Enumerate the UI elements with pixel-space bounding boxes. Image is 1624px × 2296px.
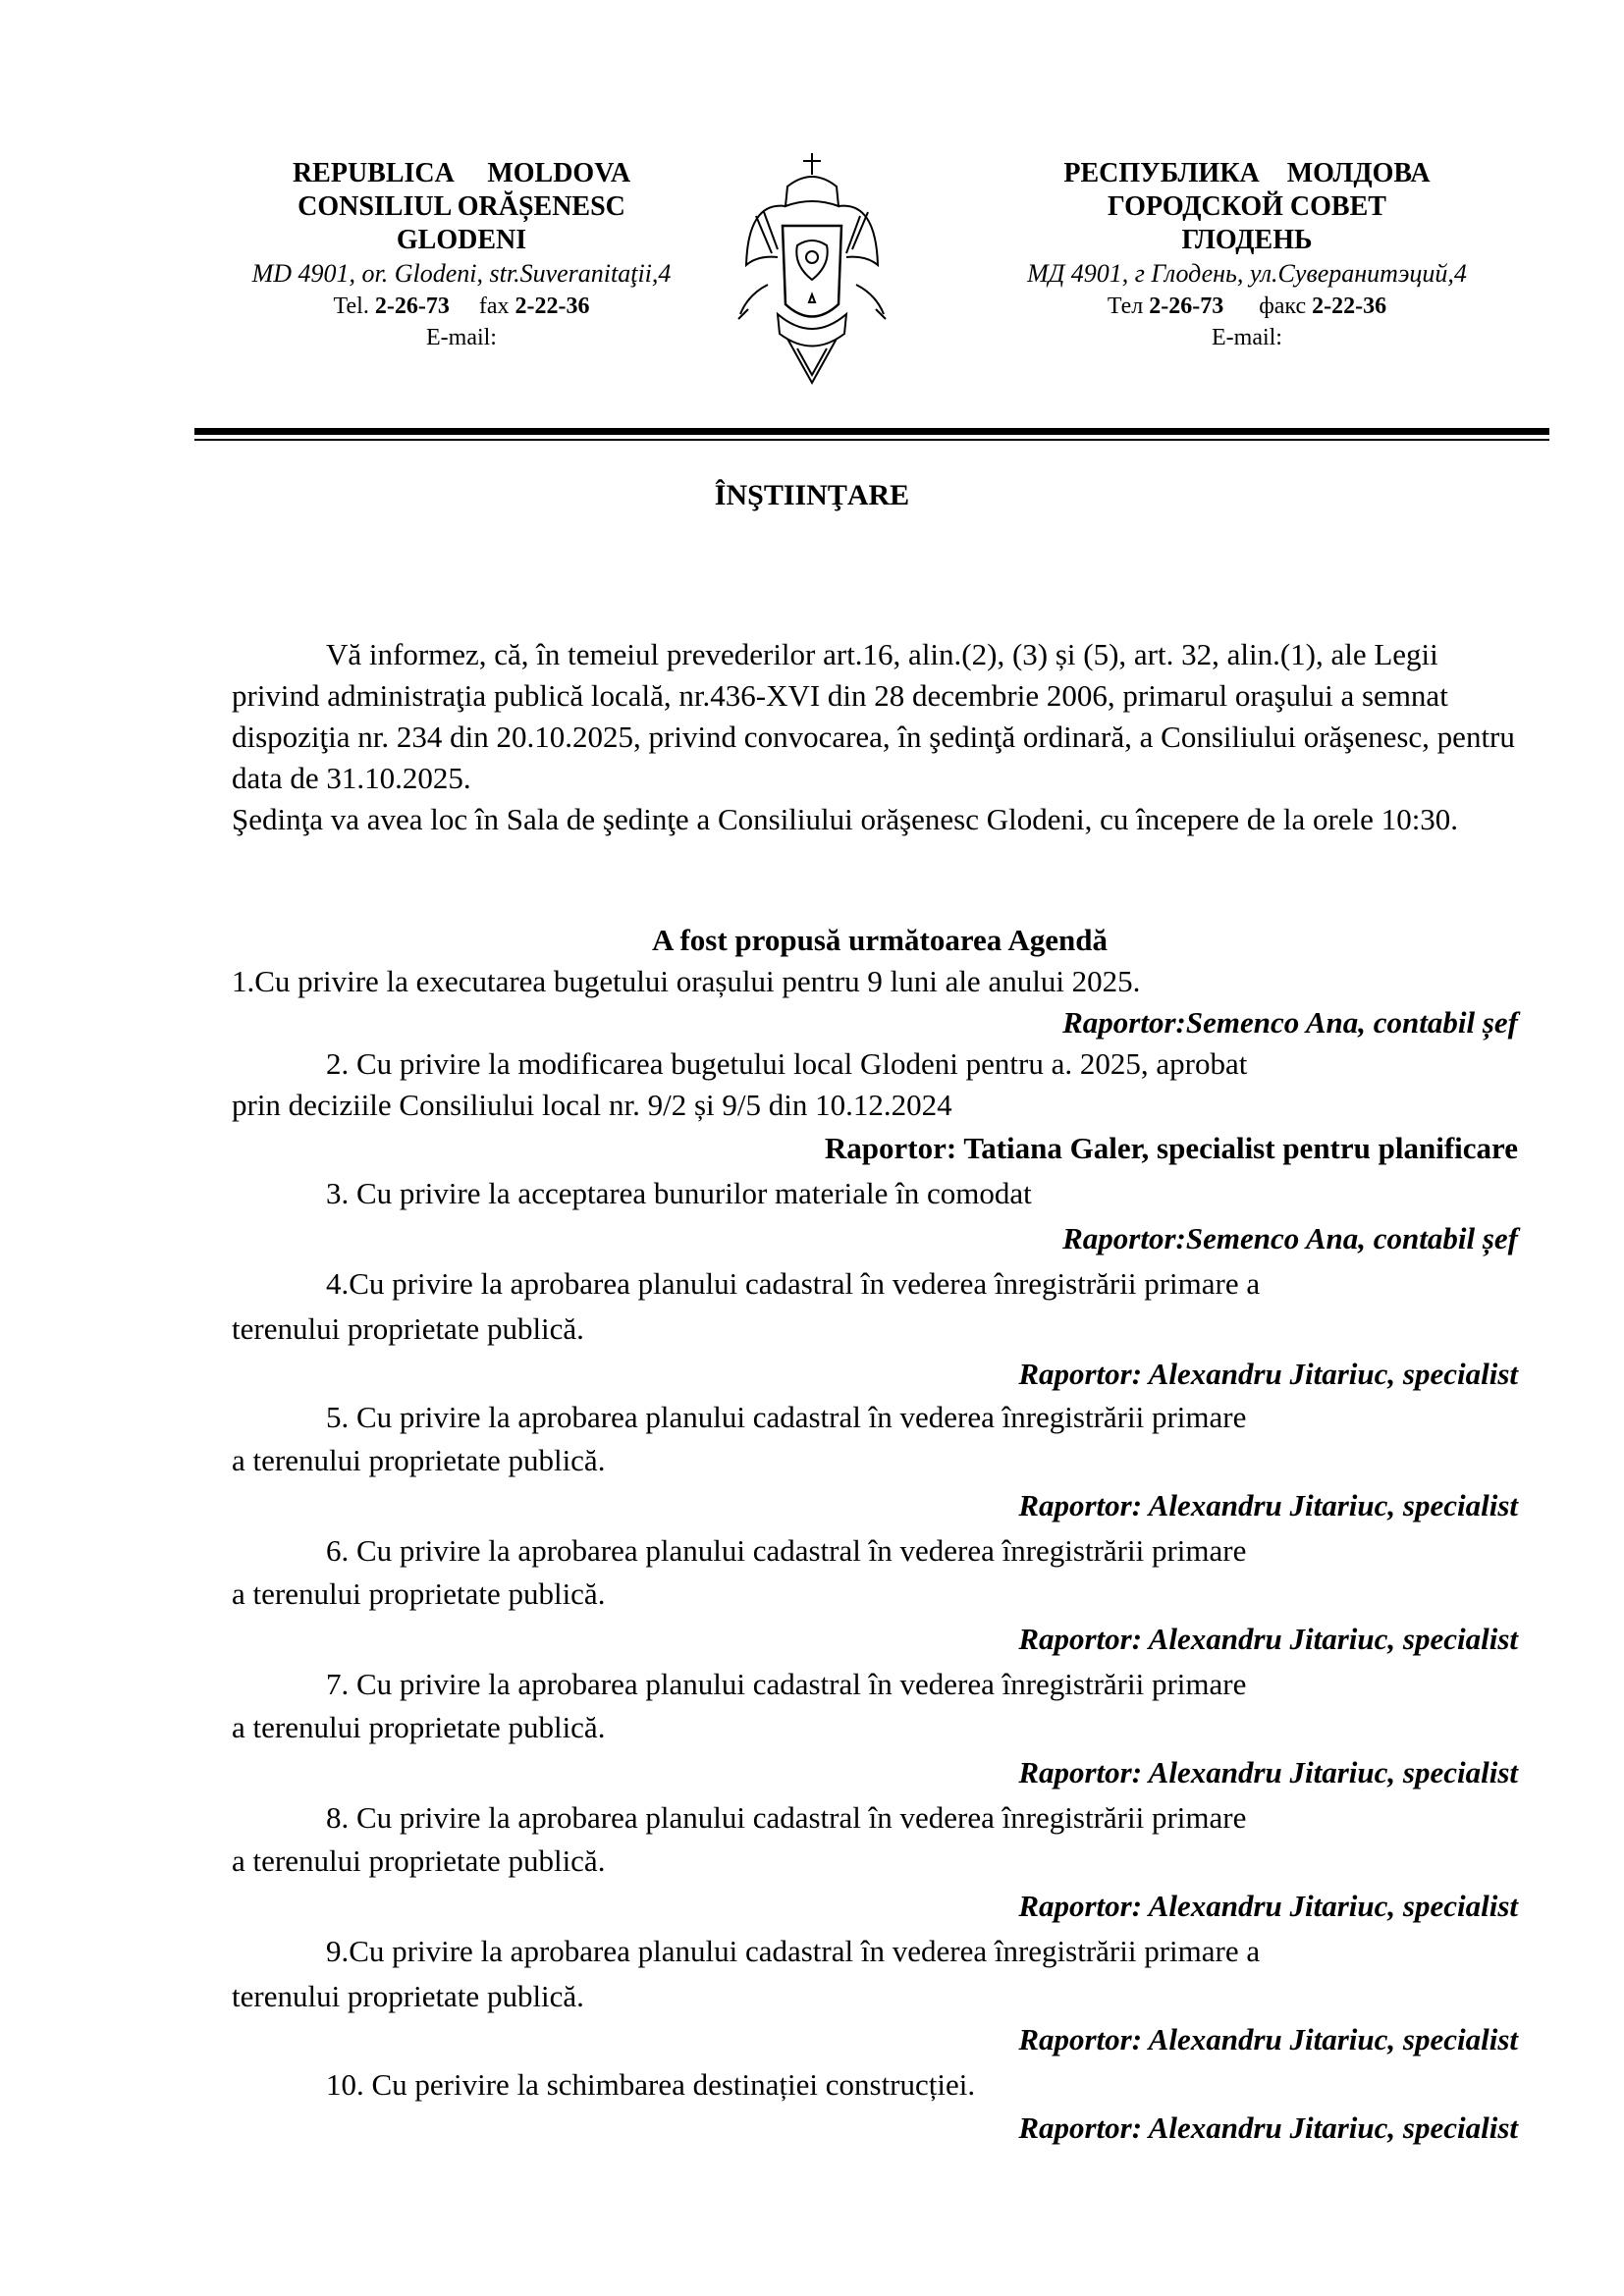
- agenda-item-9: 9.Cu privire la aprobarea planului cadastral în vederea înregistrării primare a: [326, 1934, 1261, 1968]
- header-right: [972, 157, 1522, 353]
- header-right-email: E-mail:: [1212, 325, 1282, 350]
- intro-paragraph: Vă informez, că, în temeiul prevederilor art.16, alin.(2), (3) și (5), art. 32, alin.(1), ale Legii privind administraţia publică locală, nr.436-XVI din 28 decembrie 2006, primarul oraşului a semnat dispoziţia nr. 234 din 20.10.2025, privind convocarea, în şedinţă ordinară, a Consiliului orăşenesc, pentru data de 31.10.2025.: [232, 637, 1515, 795]
- header-left-council: CONSILIUL ORĂȘENESC: [298, 191, 625, 222]
- agenda-item-4-reporter: Raportor: Alexandru Jitariuc, specialist: [1018, 1357, 1518, 1391]
- agenda-item-9-reporter: Raportor: Alexandru Jitariuc, specialist: [1018, 2022, 1518, 2056]
- agenda-item-2: 2. Cu privire la modificarea bugetului local Glodeni pentru a. 2025, aprobat: [326, 1046, 1248, 1081]
- coat-of-arms-icon: [729, 147, 895, 393]
- tel-label: Tel.: [333, 294, 369, 319]
- header-right-town: ГЛОДЕНЬ: [1181, 225, 1313, 255]
- agenda-heading: A fost propusă următoarea Agendă: [652, 923, 1108, 957]
- header-left-address: MD 4901, or. Glodeni, str.Suveranitaţii,4: [251, 259, 672, 288]
- agenda-item-1: 1.Cu privire la executarea bugetului orașului pentru 9 luni ale anului 2025.: [232, 964, 1141, 998]
- agenda-item-4: 4.Cu privire la aprobarea planului cadastral în vederea înregistrării primare a: [326, 1266, 1261, 1301]
- fax-label: факс: [1259, 294, 1307, 319]
- header-left-town: GLODENI: [396, 225, 527, 255]
- header-left-country: REPUBLICA MOLDOVA: [292, 158, 631, 188]
- agenda-item-2-reporter: Raportor: Tatiana Galer, specialist pentru planificare: [824, 1131, 1518, 1165]
- meeting-location-paragraph: Şedinţa va avea loc în Sala de şedinţe a Consiliului orăşenesc Glodeni, cu începere de la orele 10:30.: [232, 802, 1459, 836]
- agenda-item-8-reporter: Raportor: Alexandru Jitariuc, specialist: [1018, 1889, 1518, 1923]
- agenda-item-9-cont: terenului proprietate publică.: [232, 1979, 584, 2013]
- agenda-item-6-cont: a terenului proprietate publică.: [232, 1576, 606, 1611]
- tel-value: 2-26-73: [374, 294, 450, 319]
- agenda-item-5: 5. Cu privire la aprobarea planului cadastral în vederea înregistrării primare: [326, 1400, 1247, 1434]
- agenda-item-2-cont: prin deciziile Consiliului local nr. 9/2 și 9/5 din 10.12.2024: [232, 1088, 952, 1122]
- header-right-contacts: [972, 291, 1522, 322]
- fax-value: 2-22-36: [1312, 294, 1387, 319]
- agenda-item-6-reporter: Raportor: Alexandru Jitariuc, specialist: [1018, 1622, 1518, 1656]
- agenda-item-7-reporter: Raportor: Alexandru Jitariuc, specialist: [1018, 1755, 1518, 1789]
- agenda-item-1-reporter: Raportor:Semenco Ana, contabil șef: [1062, 1005, 1518, 1040]
- header-left-email: E-mail:: [426, 325, 497, 350]
- agenda-item-10: 10. Cu perivire la schimbarea destinației construcției.: [326, 2067, 976, 2102]
- agenda-item-7-cont: a terenului proprietate publică.: [232, 1710, 606, 1744]
- header-right-council: ГОРОДСКОЙ СОВЕТ: [1108, 191, 1386, 222]
- agenda-item-6: 6. Cu privire la aprobarea planului cadastral în vederea înregistrării primare: [326, 1533, 1247, 1568]
- agenda-item-5-reporter: Raportor: Alexandru Jitariuc, specialist: [1018, 1488, 1518, 1522]
- header-left: [187, 157, 736, 353]
- header-divider-thick: [194, 428, 1549, 435]
- document-title: ÎNŞTIINŢARE: [714, 479, 910, 511]
- header-divider-thin: [194, 439, 1549, 441]
- header-left-contacts: [187, 291, 736, 322]
- agenda-item-3: 3. Cu privire la acceptarea bunurilor materiale în comodat: [326, 1176, 1032, 1210]
- agenda-item-8-cont: a terenului proprietate publică.: [232, 1843, 606, 1878]
- agenda-item-8: 8. Cu privire la aprobarea planului cadastral în vederea înregistrării primare: [326, 1800, 1247, 1835]
- header-right-address: МД 4901, г Глодень, ул.Суверанитэций,4: [1027, 259, 1467, 288]
- agenda-item-7: 7. Cu privire la aprobarea planului cadastral în vederea înregistrării primare: [326, 1667, 1247, 1701]
- fax-label: fax: [478, 294, 510, 319]
- agenda-item-5-cont: a terenului proprietate publică.: [232, 1443, 606, 1477]
- tel-label: Тел: [1107, 294, 1144, 319]
- agenda-item-4-cont: terenului proprietate publică.: [232, 1311, 584, 1346]
- header-right-country: РЕСПУБЛИКА МОЛДОВА: [1063, 158, 1431, 188]
- fax-value: 2-22-36: [514, 294, 590, 319]
- agenda-item-3-reporter: Raportor:Semenco Ana, contabil șef: [1062, 1221, 1518, 1255]
- tel-value: 2-26-73: [1149, 294, 1224, 319]
- agenda-item-10-reporter: Raportor: Alexandru Jitariuc, specialist: [1018, 2110, 1518, 2145]
